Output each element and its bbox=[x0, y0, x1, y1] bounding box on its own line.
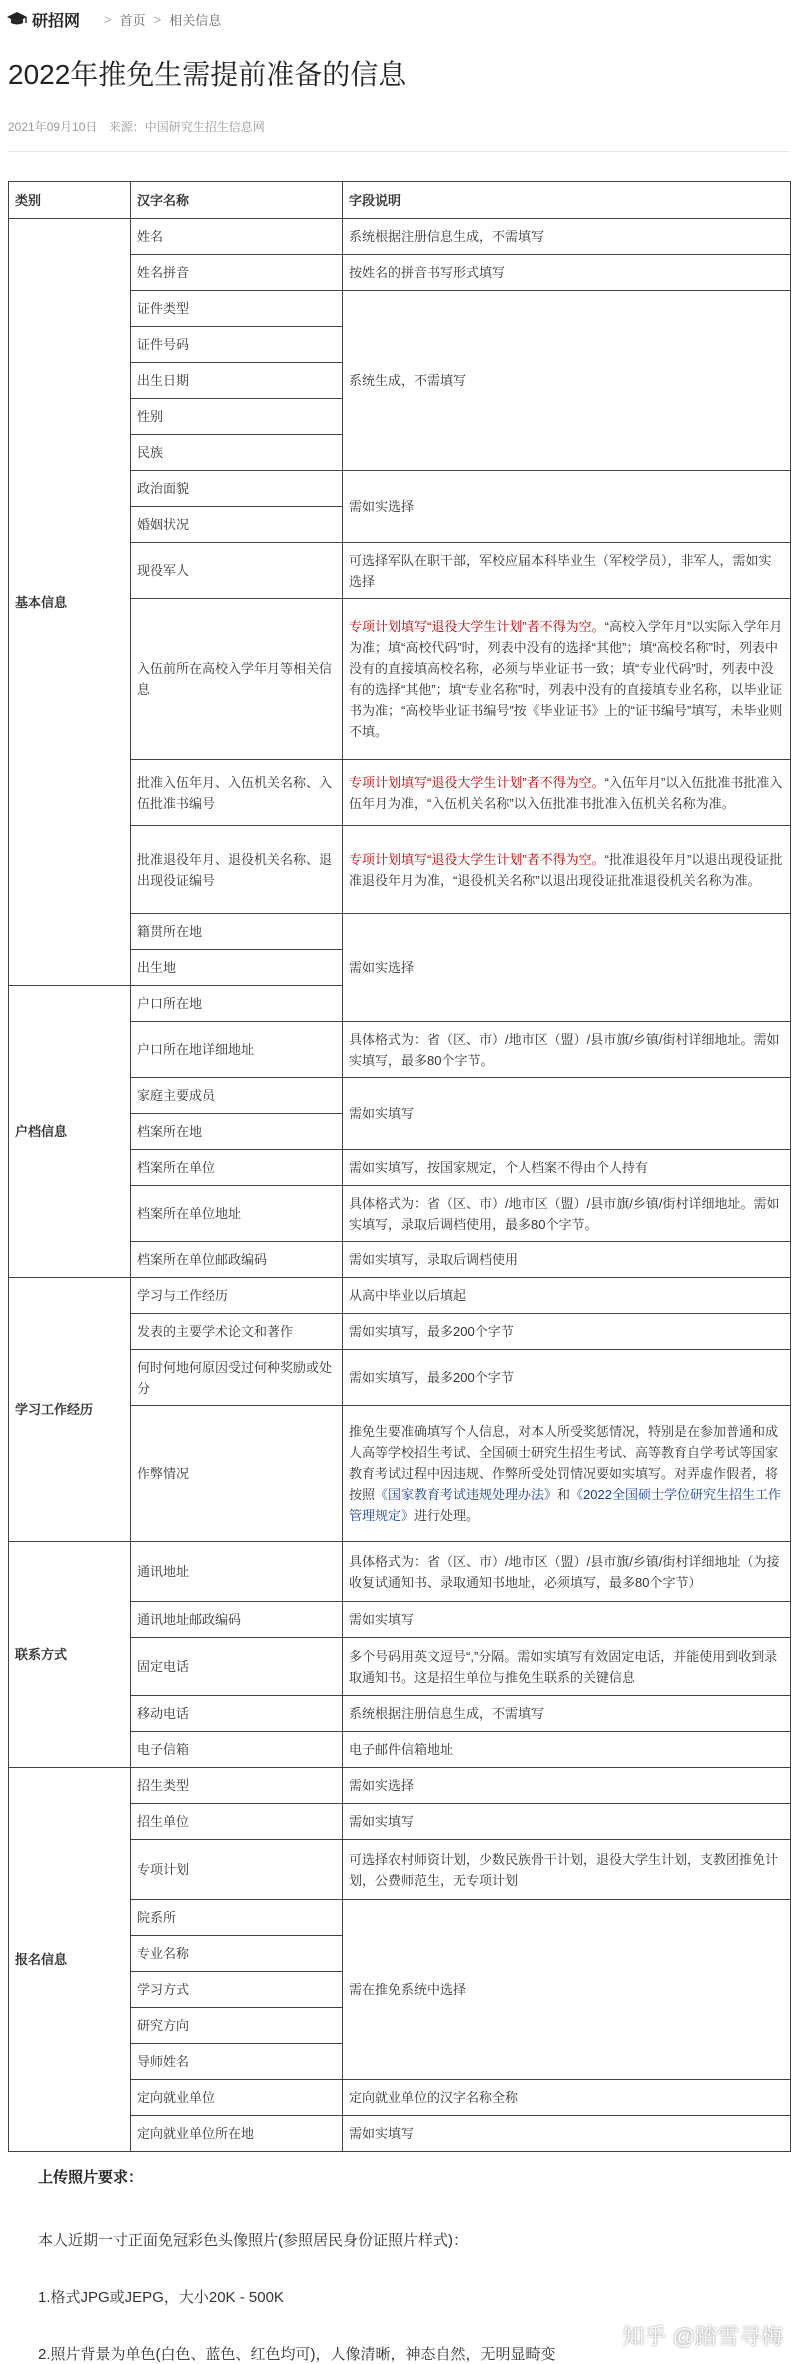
field-name: 证件号码 bbox=[131, 327, 343, 363]
field-name: 户口所在地 bbox=[131, 986, 343, 1022]
field-name: 研究方向 bbox=[131, 2008, 343, 2044]
field-name: 院系所 bbox=[131, 1900, 343, 1936]
field-name: 通讯地址邮政编码 bbox=[131, 1602, 343, 1638]
table-row bbox=[9, 219, 791, 255]
field-name: 籍贯所在地 bbox=[131, 914, 343, 950]
field-name: 出生日期 bbox=[131, 363, 343, 399]
field-desc: 需如实选择 bbox=[343, 1768, 791, 1804]
field-name: 电子信箱 bbox=[131, 1732, 343, 1768]
field-desc: 可选择农村师资计划，少数民族骨干计划，退役大学生计划，支教团推免计划，公费师范生，无专项计划 bbox=[343, 1840, 791, 1900]
field-name: 民族 bbox=[131, 435, 343, 471]
field-name: 家庭主要成员 bbox=[131, 1078, 343, 1114]
field-name: 档案所在单位地址 bbox=[131, 1186, 343, 1242]
site-logo[interactable] bbox=[6, 8, 80, 31]
field-desc: 具体格式为：省（区、市）/地市区（盟）/县市旗/乡镇/街村详细地址（为接收复试通知书、录取通知书地址，必须填写，最多80个字节） bbox=[343, 1542, 791, 1602]
field-desc: 需如实填写 bbox=[343, 1602, 791, 1638]
field-name: 导师姓名 bbox=[131, 2044, 343, 2080]
paragraph: 本人近期一寸正面免冠彩色头像照片(参照居民身份证照片样式)： bbox=[38, 2232, 468, 2249]
desc-text: 和 bbox=[557, 1487, 571, 1502]
category-registration: 报名信息 bbox=[9, 1768, 131, 2152]
field-name: 批准退役年月、退役机关名称、退出现役证编号 bbox=[131, 826, 343, 914]
field-name: 何时何地何原因受过何种奖励或处分 bbox=[131, 1350, 343, 1406]
publish-date: 2021年09月10日 bbox=[8, 120, 98, 134]
breadcrumb-sep: > bbox=[153, 11, 162, 27]
header-desc: 字段说明 bbox=[343, 182, 791, 219]
field-name: 招生单位 bbox=[131, 1804, 343, 1840]
field-name: 性别 bbox=[131, 399, 343, 435]
field-name: 招生类型 bbox=[131, 1768, 343, 1804]
category-hukou: 户档信息 bbox=[9, 986, 131, 1278]
field-desc: 需如实选择 bbox=[343, 914, 791, 1022]
field-name: 档案所在单位 bbox=[131, 1150, 343, 1186]
field-name: 学习与工作经历 bbox=[131, 1278, 343, 1314]
required-note: 专项计划填写“退役大学生计划”者不得为空。 bbox=[349, 774, 605, 790]
table-row bbox=[9, 1278, 791, 1314]
top-bar bbox=[0, 0, 797, 38]
field-desc: 可选择军队在职干部，军校应届本科毕业生（军校学员），非军人，需如实选择 bbox=[343, 543, 791, 599]
field-desc: 多个号码用英文逗号“,”分隔。需如实填写有效固定电话，并能使用到收到录取通知书。这是招生单位与推免生联系的关键信息 bbox=[343, 1638, 791, 1696]
field-name: 婚姻状况 bbox=[131, 507, 343, 543]
field-name: 批准入伍年月、入伍机关名称、入伍批准书编号 bbox=[131, 760, 343, 826]
field-desc: 需如实填写，最多200个字节 bbox=[343, 1350, 791, 1406]
regulation-link[interactable]: 《国家教育考试违规处理办法》 bbox=[375, 1487, 558, 1502]
paragraph: 1.格式JPG或JEPG，大小20K - 500K bbox=[38, 2289, 284, 2306]
field-name: 档案所在单位邮政编码 bbox=[131, 1242, 343, 1278]
required-note: 专项计划填写“退役大学生计划”者不得为空。 bbox=[349, 619, 605, 634]
field-desc: 系统生成，不需填写 bbox=[343, 291, 791, 471]
desc-text: 推免生要准确填写个人信息，对本人所受奖惩情况，特别是在参加普通和成人高等学校招生考试、全国硕士研究生招生考试、高等教育自学考试等国家教育考试过程中因违规、作弊所受处罚情况要如实填写。对弄虚作假者，将按照 bbox=[349, 1424, 779, 1502]
desc-text: “入伍年月”以入伍批准书批准入伍年月为准，“入伍机关名称”以入伍批准书批准入伍机关名称为准。 bbox=[349, 774, 783, 811]
field-name: 作弊情况 bbox=[131, 1406, 343, 1542]
desc-text: “高校入学年月”以实际入学年月为准；填“高校代码”时，列表中没有的选择“其他”；填“高校名称”时，列表中没有的直接填高校名称，必须与毕业证书一致；填“专业代码”时，列表中没有的选择“其他”；填“专业名称”时，列表中没有的直接填专业名称，以毕业证书为准；“高校毕业证书编号”按《毕业证书》上的“证书编号”填写，未毕业则不填。 bbox=[349, 619, 783, 739]
divider bbox=[8, 151, 789, 152]
field-name: 发表的主要学术论文和著作 bbox=[131, 1314, 343, 1350]
field-desc: 具体格式为：省（区、市）/地市区（盟）/县市旗/乡镇/街村详细地址。需如实填写，最多80个字节。 bbox=[343, 1022, 791, 1078]
breadcrumb-current[interactable]: 相关信息 bbox=[169, 12, 222, 28]
field-name: 户口所在地详细地址 bbox=[131, 1022, 343, 1078]
table-row bbox=[9, 1768, 791, 1804]
field-desc bbox=[343, 760, 791, 826]
article-meta bbox=[8, 118, 797, 135]
field-name: 出生地 bbox=[131, 950, 343, 986]
field-desc: 具体格式为：省（区、市）/地市区（盟）/县市旗/乡镇/街村详细地址。需如实填写，录取后调档使用，最多80个字节。 bbox=[343, 1186, 791, 1242]
field-name: 定向就业单位所在地 bbox=[131, 2116, 343, 2152]
field-name: 专项计划 bbox=[131, 1840, 343, 1900]
field-desc: 需如实填写，按国家规定，个人档案不得由个人持有 bbox=[343, 1150, 791, 1186]
section-heading: 上传照片要求： bbox=[38, 2169, 144, 2186]
field-name: 定向就业单位 bbox=[131, 2080, 343, 2116]
field-desc: 需在推免系统中选择 bbox=[343, 1900, 791, 2080]
paragraph: 2.照片背景为单色(白色、蓝色、红色均可)，人像清晰，神态自然，无明显畸变 bbox=[38, 2346, 556, 2363]
field-name: 证件类型 bbox=[131, 291, 343, 327]
desc-text: “批准退役年月”以退出现役证批准退役年月为准，“退役机关名称”以退出现役证批准退役机关名称为准。 bbox=[349, 851, 783, 888]
field-name: 入伍前所在高校入学年月等相关信息 bbox=[131, 599, 343, 760]
field-desc bbox=[343, 599, 791, 760]
field-desc: 系统根据注册信息生成，不需填写 bbox=[343, 219, 791, 255]
field-name: 现役军人 bbox=[131, 543, 343, 599]
field-desc: 定向就业单位的汉字名称全称 bbox=[343, 2080, 791, 2116]
field-desc bbox=[343, 826, 791, 914]
field-desc: 需如实填写，最多200个字节 bbox=[343, 1314, 791, 1350]
field-desc: 需如实填写 bbox=[343, 1078, 791, 1150]
field-name: 固定电话 bbox=[131, 1638, 343, 1696]
field-name: 学习方式 bbox=[131, 1972, 343, 2008]
field-desc bbox=[343, 1406, 791, 1542]
field-desc: 从高中毕业以后填起 bbox=[343, 1278, 791, 1314]
field-name: 姓名拼音 bbox=[131, 255, 343, 291]
breadcrumb-home[interactable]: 首页 bbox=[119, 12, 146, 28]
header-category: 类别 bbox=[9, 182, 131, 219]
field-desc: 需如实选择 bbox=[343, 471, 791, 543]
regulation-link[interactable]: 《2022全国硕士学位研究生招生工作管理规定》 bbox=[349, 1487, 781, 1523]
category-basic: 基本信息 bbox=[9, 219, 131, 986]
field-name: 政治面貌 bbox=[131, 471, 343, 507]
field-desc: 需如实填写，录取后调档使用 bbox=[343, 1242, 791, 1278]
watermark: 知乎 @踏雪寻梅 bbox=[622, 2324, 783, 2349]
header-name: 汉字名称 bbox=[131, 182, 343, 219]
field-name: 移动电话 bbox=[131, 1696, 343, 1732]
field-name: 通讯地址 bbox=[131, 1542, 343, 1602]
field-name: 专业名称 bbox=[131, 1936, 343, 1972]
page-title: 2022年推免生需提前准备的信息 bbox=[8, 59, 407, 90]
table-row bbox=[9, 1542, 791, 1602]
field-desc: 系统根据注册信息生成，不需填写 bbox=[343, 1696, 791, 1732]
field-name: 档案所在地 bbox=[131, 1114, 343, 1150]
logo-text: 研招网 bbox=[32, 12, 81, 30]
breadcrumb-sep: > bbox=[104, 11, 112, 27]
info-table bbox=[8, 181, 791, 2152]
field-desc: 电子邮件信箱地址 bbox=[343, 1732, 791, 1768]
category-contact: 联系方式 bbox=[9, 1542, 131, 1768]
article-source: 来源：中国研究生招生信息网 bbox=[108, 120, 265, 134]
field-desc: 需如实填写 bbox=[343, 2116, 791, 2152]
field-desc: 按姓名的拼音书写形式填写 bbox=[343, 255, 791, 291]
field-name: 姓名 bbox=[131, 219, 343, 255]
table-header-row bbox=[9, 182, 791, 219]
required-note: 专项计划填写“退役大学生计划”者不得为空。 bbox=[349, 851, 605, 867]
desc-text: 进行处理。 bbox=[414, 1508, 480, 1523]
field-desc: 需如实填写 bbox=[343, 1804, 791, 1840]
category-experience: 学习工作经历 bbox=[9, 1278, 131, 1542]
graduation-cap-icon bbox=[6, 10, 28, 28]
